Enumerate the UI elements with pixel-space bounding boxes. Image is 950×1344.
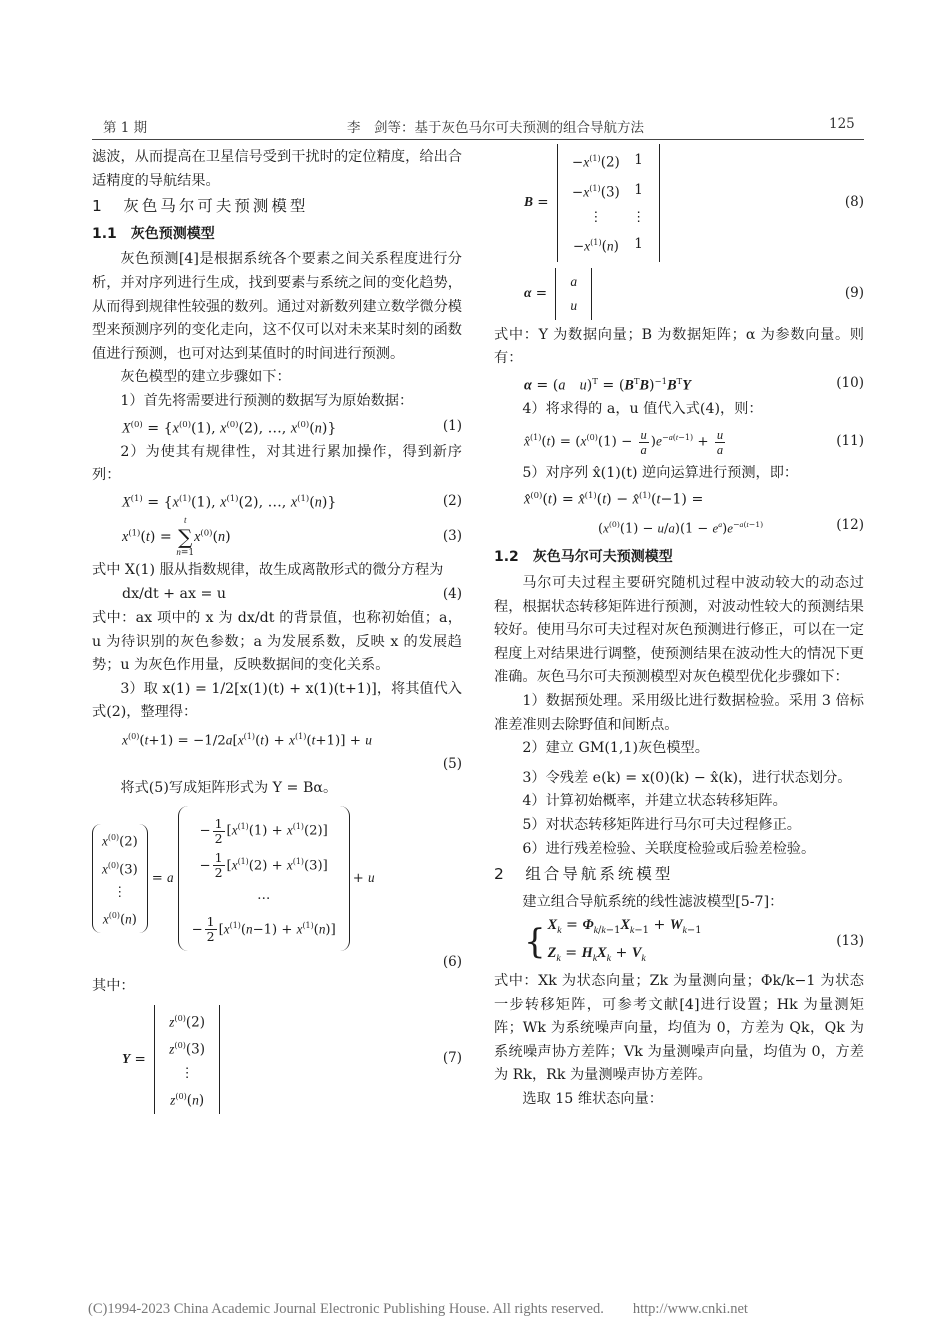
equation-8: B = $-x^{(1)}(2)$ 1 $-x^{(1)}(3)$ 1 ⋮ ⋮ $-x^{(1)}(n)$ 1 (8) — [494, 144, 864, 262]
y-vector: $z^{(0)}(2)$ $z^{(0)}(3)$ ⋮ $z^{(0)}(n)$ — [154, 1005, 220, 1115]
right-column — [494, 144, 864, 1112]
equation-12-line-1: x̂$^{(0)}$(t) = x̂$^{(1)}$(t) − x̂$^{(1)}$(t−1) = — [524, 491, 704, 508]
header-rule — [92, 139, 864, 140]
section-heading-2: 2 组合导航系统模型 — [494, 865, 674, 884]
equation-6-right-matrix: − $\frac{1}{2}$ $[x^{(1)}(1) + x^{(1)}(2)]$ − $\frac{1}{2}$ $[x^{(1)}(2) + x^{(1)}(3)]$ … − $\frac{1}{2}$ $[x^{(1)}(n-1) + x^{(1)}(n)]$ — [178, 806, 350, 951]
equation-2: $X^{(1)} = \{x^{(1)}(1)$, $x^{(1)}(2)$, …, $x^{(1)}(n)$} (2) — [92, 488, 462, 515]
step-5: 5）对序列 x̂(1)(t) 逆向运算进行预测，即： — [522, 464, 799, 481]
equation-4 — [92, 583, 462, 607]
equation-1: $X^{(0)} = \{x^{(0)}(1)$, $x^{(0)}(2)$, …, $x^{(0)}(n)$} (1) — [92, 414, 462, 441]
equation-8-number: (8) — [844, 193, 864, 210]
equation-6-left-vector: $x^{(0)}(2)$ $x^{(0)}(3)$ ⋮ $x^{(0)}(n)$ — [92, 824, 148, 933]
markov-step-5: 5）对状态转移矩阵进行马尔可夫过程修正。 — [522, 816, 801, 833]
markov-step-1: 1）数据预处理。采用级比进行数据检验。采用 3 倍标准差准则去除野值和间断点。 — [494, 693, 864, 733]
equation-5: $x^{(0)}(t+1) = -1/2a[x^{(1)}(t) + x^{(1)}(t+1)] + u$ — [122, 731, 372, 749]
equation-12-number: (12) — [836, 517, 864, 534]
step-1: 1）首先将需要进行预测的数据写为原始数据： — [120, 392, 414, 409]
equation-6-number: (6) — [442, 954, 462, 971]
subsection-heading-1-1: 1.1 灰色预测模型 — [92, 225, 215, 242]
markov-step-6: 6）进行残差检验、关联度检验或后验差检验。 — [522, 840, 816, 857]
equation-13: { $X_k = \Phi_{k/k-1}X_{k-1} + W_{k-1}$ $Z_k = H_kX_k + V_k$ (13) — [524, 917, 864, 965]
equation-13-explanation: 式中：Xk 为状态向量；Zk 为量测向量；Φk/k−1 为状态一步转移矩阵，可参考文献[4]进行设置；Hk 为量测矩阵；Wk 为系统噪声向量，均值为 0，方差为 Qk，Qk 为系统噪声协方差阵；Vk 为量测噪声向量，均值为 0，方差为 Rk，Rk 为量测噪声协方差阵。 — [494, 973, 864, 1084]
running-header-issue: 第 1 期 — [103, 120, 148, 136]
state-vector-sentence: 选取 15 维状态向量： — [522, 1090, 663, 1107]
equation-3-explanation: 式中 X(1) 服从指数规律，故生成离散形式的微分方程为 — [92, 562, 444, 579]
step-3: 3）取 x(1) = 1/2[x(1)(t) + x(1)(t+1)]，将其值代入式(2)，整理得： — [92, 680, 462, 721]
page-number: 125 — [829, 116, 855, 132]
steps-intro: 灰色模型的建立步骤如下： — [120, 369, 291, 386]
equation-3: $x^{(1)}(t)$ = t ∑ n=1 $x^{(0)}(n)$ (3) — [122, 515, 462, 559]
equation-11: x̂$^{(1)}$(t) = ($x^{(0)}(1)$ − $\frac{u}{a}$ )$e^{-a(t-1)}$ + $\frac{u}{a}$ (11) — [524, 427, 864, 457]
running-header-title: 李 剑等：基于灰色马尔可夫预测的组合导航方法 — [347, 120, 644, 136]
equation-7: Y = $z^{(0)}(2)$ $z^{(0)}(3)$ ⋮ $z^{(0)}(n)$ (7) — [92, 1005, 462, 1115]
alpha-vector: a u — [555, 268, 592, 320]
equation-9: α = a u (9) — [494, 268, 864, 320]
vector-definition: 式中：Y 为数据向量；B 为数据矩阵；α 为参数向量。则有： — [494, 326, 864, 367]
step-4: 4）将求得的 a，u 值代入式(4)，则： — [522, 401, 763, 418]
markov-step-3: 3）令残差 e(k) = x(0)(k) − x̂(k)，进行状态划分。 — [522, 769, 852, 786]
section-heading-1: 1 灰色马尔可夫预测模型 — [92, 197, 309, 216]
left-column — [92, 146, 462, 1114]
equation-4-explanation: 式中：ax 项中的 x 为 dx/dt 的背景值，也称初始值；a，u 为待识别的灰色参数；a 为发展系数，反映 x 的发展趋势；u 为灰色作用量，反映数据间的变化关系。 — [92, 609, 462, 674]
equation-12-line-2: $(x^{(0)}(1) - u/a)(1 - e^a)e^{-a(t-1)}$ (12) — [494, 513, 864, 541]
b-matrix: $-x^{(1)}(2)$ 1 $-x^{(1)}(3)$ 1 ⋮ ⋮ $-x^{(1)}(n)$ 1 — [557, 144, 660, 262]
equation-7-number: (7) — [442, 1050, 462, 1067]
copyright-footer: (C)1994-2023 China Academic Journal Electronic Publishing House. All rights reserved. http://www.cnki.net — [88, 1301, 748, 1317]
equation-9-number: (9) — [844, 284, 864, 301]
markov-paragraph: 马尔可夫过程主要研究随机过程中波动较大的动态过程，根据状态转移矩阵进行预测，对波动性较大的预测结果较好。使用马尔可夫过程对灰色预测进行修正，可以在一定程度上对结果进行调整，使预测结果在波动性大的情况下更准确。灰色马尔可夫预测模型对灰色模型优化步骤如下： — [494, 575, 864, 686]
markov-step-2: 2）建立 GM(1,1)灰色模型。 — [522, 740, 709, 757]
subsection-heading-1-2: 1.2 灰色马尔可夫预测模型 — [494, 549, 673, 566]
equation-5-number: (5) — [442, 756, 462, 772]
equation-1-number: (1) — [442, 418, 462, 435]
equation-6: $x^{(0)}(2)$ $x^{(0)}(3)$ ⋮ $x^{(0)}(n)$ = a − $\frac{1}{2}$ $[x^{(1)}(1) + x^{(1)}(2)]$ − $\frac{1}{2}$ $[x^{(1)}(2) + x^{(1)}(3)]$ … − $\frac{1}{2}$ $[x^{(1)}(n-1) + x^{(1)}(n)]$ + u — [92, 806, 462, 951]
equation-10-number: (10) — [836, 375, 864, 392]
matrix-form-sentence: 将式(5)写成矩阵形式为 Y = Bα。 — [120, 779, 338, 796]
equation-2-number: (2) — [442, 492, 462, 509]
equation-13-number: (13) — [836, 933, 864, 950]
intro-paragraph: 滤波，从而提高在卫星信号受到干扰时的定位精度，给出合适精度的导航结果。 — [92, 149, 462, 189]
where-label: 其中： — [92, 977, 135, 994]
grey-prediction-paragraph: 灰色预测[4]是根据系统各个要素之间关系程度进行分析，并对序列进行生成，找到要素与系统之间的变化趋势，从而得到规律性较强的数列。通过对新数列建立数学微分模型来预测序列的变化走向，这不仅可以对未来某时刻的函数值进行预测，也可对达到某值时的时间进行预测。 — [92, 251, 462, 362]
equation-4-text: dx/dt + ax = u — [122, 586, 227, 603]
equation-3-number: (3) — [442, 528, 462, 545]
equation-11-number: (11) — [836, 432, 864, 449]
equation-10: α = (a $u)^T = (B^TB)^{-1}B^TY$ (10) — [494, 371, 864, 398]
filter-model-intro: 建立组合导航系统的线性滤波模型[5-7]： — [522, 893, 784, 910]
markov-step-4: 4）计算初始概率，并建立状态转移矩阵。 — [522, 793, 787, 810]
equation-4-number: (4) — [442, 586, 462, 603]
step-2: 2）为使其有规律性，对其进行累加操作，得到新序列： — [92, 443, 462, 484]
